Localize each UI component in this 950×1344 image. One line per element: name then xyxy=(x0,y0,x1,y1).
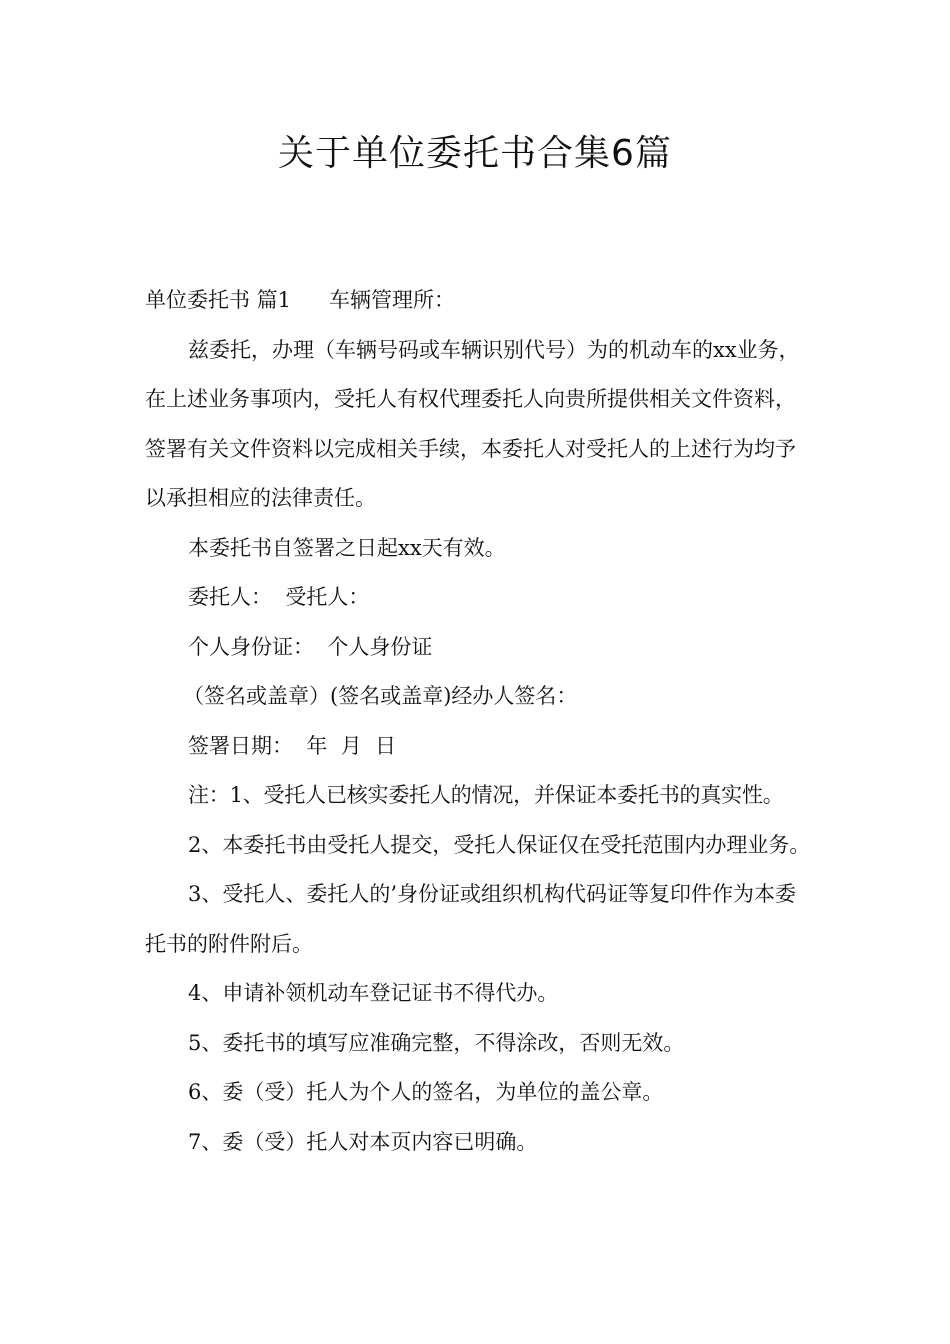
paragraph: 6、委（受）托人为个人的签名，为单位的盖公章。 xyxy=(188,1080,664,1104)
document-title: 关于单位委托书合集6篇 xyxy=(278,133,672,174)
paragraph: 3、受托人、委托人的’身份证或组织机构代码证等复印件作为本委托书的附件附后。 xyxy=(145,882,797,956)
paragraph: 2、本委托书由受托人提交，受托人保证仅在受托范围内办理业务。 xyxy=(188,832,811,857)
section-heading-line xyxy=(145,276,815,326)
paragraph: 5、委托书的填写应准确完整，不得涂改，否则无效。 xyxy=(188,1030,685,1055)
paragraph: 本委托书自签署之日起xx天有效。 xyxy=(188,535,506,560)
document-body xyxy=(145,276,815,1167)
paragraph: （签名或盖章）(签名或盖章)经办人签名： xyxy=(183,684,578,708)
section-heading: 单位委托书 篇1 xyxy=(145,288,292,312)
paragraph: 个人身份证： 个人身份证 xyxy=(188,634,433,659)
paragraph: 4、申请补领机动车登记证书不得代办。 xyxy=(188,981,559,1005)
addressee: 车辆管理所： xyxy=(329,288,456,312)
paragraph: 注：1、受托人已核实委托人的情况，并保证本委托书的真实性。 xyxy=(188,783,784,807)
paragraph: 7、委（受）托人对本页内容已明确。 xyxy=(188,1129,538,1154)
paragraph: 签署日期： 年 月 日 xyxy=(188,733,397,758)
paragraph: 兹委托，办理（车辆号码或车辆识别代号）为的机动车的xx业务，在上述业务事项内，受托人有权代理委托人向贵所提供相关文件资料，签署有关文件资料以完成相关手续，本委托人对受托人的上述行为均予以承担相应的法律责任。 xyxy=(145,337,800,510)
paragraph: 委托人： 受托人： xyxy=(188,585,370,609)
